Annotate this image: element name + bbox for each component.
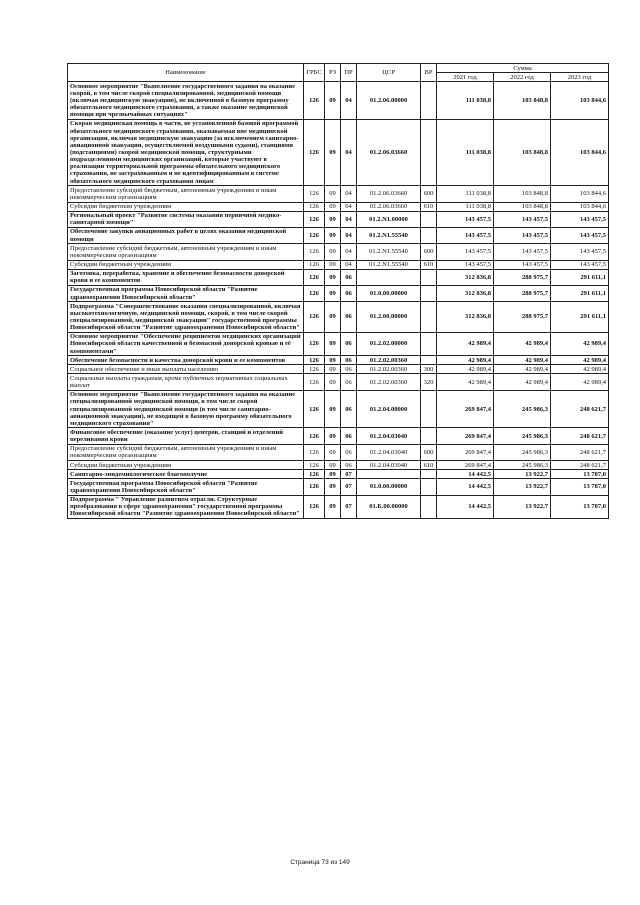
- row-value-2021: 42 989,4: [437, 332, 494, 355]
- page-footer: Страница 73 из 149: [290, 859, 350, 866]
- row-grbs: 126: [304, 356, 325, 365]
- row-vr: [421, 470, 437, 479]
- header-rz: РЗ: [325, 64, 341, 82]
- row-rz: 09: [325, 227, 341, 243]
- row-grbs: 126: [304, 82, 325, 120]
- row-value-2021: 111 038,8: [437, 202, 494, 211]
- row-value-2023: 103 844,6: [551, 202, 609, 211]
- row-value-2022: 13 922,7: [494, 479, 551, 495]
- row-pr: 04: [341, 260, 357, 269]
- row-name: Государственная программа Новосибирской области "Развитие здравоохранения Новосибирской области": [68, 479, 304, 495]
- row-grbs: 126: [304, 374, 325, 390]
- row-csr: 01.2.04.03040: [357, 461, 421, 470]
- row-vr: 600: [421, 244, 437, 260]
- row-value-2022: 245 986,3: [494, 444, 551, 460]
- row-rz: 09: [325, 470, 341, 479]
- row-value-2023: 248 621,7: [551, 428, 609, 444]
- row-value-2022: 42 989,4: [494, 356, 551, 365]
- row-value-2023: 291 611,1: [551, 269, 609, 285]
- row-value-2022: 13 922,7: [494, 470, 551, 479]
- row-name: Основное мероприятие "Выполнение государственного задания на оказание специализированной медицинской помощи, в том числе скорой специализированной медицинской помощи (в том числе санитарно-авиационной эвакуации), не входящей в базовую программу обязательного медицинского страхования": [68, 390, 304, 428]
- row-name: Региональный проект "Развитие системы оказания первичной медико-санитарной помощи": [68, 211, 304, 227]
- header-name: Наименование: [68, 64, 304, 82]
- table-row: [68, 356, 609, 365]
- table-row: [68, 390, 609, 428]
- row-grbs: 126: [304, 269, 325, 285]
- row-value-2022: 288 975,7: [494, 302, 551, 333]
- header-csr: ЦСР: [357, 64, 421, 82]
- row-value-2022: 103 848,8: [494, 202, 551, 211]
- row-pr: 06: [341, 390, 357, 428]
- row-name: Подпрограмма "Совершенствование оказания специализированной, включая высокотехнологичную, медицинской помощи, скорой, в том числе скорой специализированной, медицинской эвакуации" государственной программы Новосибирской области "Развитие здравоохранения Новосибирской области": [68, 302, 304, 333]
- table-row: [68, 211, 609, 227]
- row-value-2022: 245 986,3: [494, 428, 551, 444]
- row-grbs: 126: [304, 332, 325, 355]
- row-csr: 01.0.00.00000: [357, 479, 421, 495]
- row-vr: [421, 428, 437, 444]
- row-pr: 06: [341, 269, 357, 285]
- row-value-2023: 42 989,4: [551, 365, 609, 374]
- row-rz: 09: [325, 211, 341, 227]
- row-pr: 04: [341, 82, 357, 120]
- row-value-2021: 14 442,5: [437, 479, 494, 495]
- row-value-2023: 248 621,7: [551, 461, 609, 470]
- table-row: [68, 374, 609, 390]
- row-name: Субсидии бюджетным учреждениям: [68, 260, 304, 269]
- row-grbs: 126: [304, 495, 325, 518]
- table-row: [68, 302, 609, 333]
- row-csr: 01.2.06.03660: [357, 186, 421, 202]
- row-name: Санитарно-эпидемиологическое благополучие: [68, 470, 304, 479]
- header-grbs: ГРБС: [304, 64, 325, 82]
- row-value-2023: 143 457,5: [551, 211, 609, 227]
- row-vr: 600: [421, 186, 437, 202]
- row-vr: 610: [421, 461, 437, 470]
- row-name: Социальное обеспечение и иные выплаты населению: [68, 365, 304, 374]
- row-grbs: 126: [304, 260, 325, 269]
- row-rz: 09: [325, 461, 341, 470]
- row-value-2021: 143 457,5: [437, 211, 494, 227]
- table-row: [68, 428, 609, 444]
- row-csr: 01.2.02.00360: [357, 374, 421, 390]
- row-value-2021: 312 836,8: [437, 302, 494, 333]
- row-pr: 04: [341, 211, 357, 227]
- row-value-2023: 103 844,6: [551, 119, 609, 185]
- row-value-2021: 312 836,8: [437, 285, 494, 301]
- row-value-2022: 42 989,4: [494, 365, 551, 374]
- row-grbs: 126: [304, 227, 325, 243]
- row-rz: 09: [325, 260, 341, 269]
- row-value-2022: 42 989,4: [494, 332, 551, 355]
- row-value-2023: 143 457,5: [551, 260, 609, 269]
- row-value-2021: 111 038,8: [437, 186, 494, 202]
- row-value-2021: 111 038,8: [437, 119, 494, 185]
- row-pr: 06: [341, 444, 357, 460]
- row-pr: 04: [341, 186, 357, 202]
- row-value-2022: 103 848,8: [494, 82, 551, 120]
- header-vr: ВР: [421, 64, 437, 82]
- row-vr: [421, 82, 437, 120]
- header-sum: Сумма: [437, 64, 609, 73]
- row-vr: [421, 227, 437, 243]
- row-vr: 610: [421, 202, 437, 211]
- row-vr: [421, 356, 437, 365]
- row-value-2023: 42 989,4: [551, 332, 609, 355]
- row-name: Субсидии бюджетным учреждениям: [68, 461, 304, 470]
- row-value-2023: 13 787,0: [551, 470, 609, 479]
- row-csr: 01.2.06.00000: [357, 82, 421, 120]
- row-vr: [421, 211, 437, 227]
- budget-table: [67, 63, 609, 519]
- table-row: [68, 332, 609, 355]
- row-value-2021: 269 847,4: [437, 390, 494, 428]
- row-grbs: 126: [304, 390, 325, 428]
- table-row: [68, 244, 609, 260]
- budget-document: [67, 63, 608, 519]
- row-value-2023: 103 844,6: [551, 186, 609, 202]
- row-vr: [421, 285, 437, 301]
- row-name: Основное мероприятие "Выполнение государственного задания на оказание скорой, в том числе скорой специализированной, медицинской помощи (включая медицинскую эвакуацию), не включенной в базовую программу обязательного медицинского страхования, а также оказание медицинской помощи при чрезвычайных ситуациях": [68, 82, 304, 120]
- row-pr: 06: [341, 374, 357, 390]
- row-vr: 300: [421, 365, 437, 374]
- row-value-2023: 291 611,1: [551, 302, 609, 333]
- row-value-2022: 245 986,3: [494, 390, 551, 428]
- row-pr: 04: [341, 119, 357, 185]
- row-csr: 01.2.N1.00000: [357, 211, 421, 227]
- row-grbs: 126: [304, 470, 325, 479]
- row-value-2023: 13 787,0: [551, 495, 609, 518]
- table-row: [68, 444, 609, 460]
- row-name: Государственная программа Новосибирской области "Развитие здравоохранения Новосибирской области": [68, 285, 304, 301]
- row-value-2021: 14 442,5: [437, 495, 494, 518]
- row-pr: 06: [341, 302, 357, 333]
- table-row: [68, 260, 609, 269]
- row-name: Основное мероприятие "Обеспечение реципиентов медицинских организаций Новосибирской области качественной и безопасной донорской кровью и её компонентами": [68, 332, 304, 355]
- row-name: Социальные выплаты гражданам, кроме публичных нормативных социальных выплат: [68, 374, 304, 390]
- table-row: [68, 365, 609, 374]
- row-pr: 04: [341, 202, 357, 211]
- row-grbs: 126: [304, 428, 325, 444]
- row-value-2022: 42 989,4: [494, 374, 551, 390]
- row-value-2021: 269 847,4: [437, 428, 494, 444]
- row-grbs: 126: [304, 119, 325, 185]
- row-csr: 01.2.04.00000: [357, 390, 421, 428]
- row-value-2023: 291 611,1: [551, 285, 609, 301]
- table-body: [68, 82, 609, 519]
- table-row: [68, 82, 609, 120]
- row-pr: 06: [341, 428, 357, 444]
- row-vr: 610: [421, 260, 437, 269]
- row-rz: 09: [325, 444, 341, 460]
- table-row: [68, 479, 609, 495]
- row-grbs: 126: [304, 461, 325, 470]
- row-csr: [357, 269, 421, 285]
- row-name: Заготовка, переработка, хранение и обеспечение безопасности донорской крови и ее компонентов: [68, 269, 304, 285]
- row-grbs: 126: [304, 244, 325, 260]
- row-value-2023: 143 457,5: [551, 244, 609, 260]
- row-csr: 01.2.N1.55540: [357, 260, 421, 269]
- row-value-2021: 42 989,4: [437, 356, 494, 365]
- table-row: [68, 461, 609, 470]
- header-2023: 2023 год: [551, 73, 609, 82]
- table-row: [68, 186, 609, 202]
- row-rz: 09: [325, 479, 341, 495]
- row-vr: [421, 269, 437, 285]
- row-pr: 07: [341, 495, 357, 518]
- row-grbs: 126: [304, 285, 325, 301]
- table-row: [68, 269, 609, 285]
- row-csr: 01.Б.00.00000: [357, 495, 421, 518]
- row-value-2023: 13 787,0: [551, 479, 609, 495]
- row-value-2021: 312 836,8: [437, 269, 494, 285]
- table-row: [68, 285, 609, 301]
- row-csr: 01.2.06.03660: [357, 202, 421, 211]
- row-value-2022: 288 975,7: [494, 269, 551, 285]
- row-value-2021: 269 847,4: [437, 461, 494, 470]
- row-rz: 09: [325, 202, 341, 211]
- row-csr: 01.2.02.00360: [357, 365, 421, 374]
- row-rz: 09: [325, 82, 341, 120]
- row-csr: 01.2.06.03660: [357, 119, 421, 185]
- row-value-2021: 42 989,4: [437, 365, 494, 374]
- row-grbs: 126: [304, 365, 325, 374]
- row-grbs: 126: [304, 186, 325, 202]
- row-value-2022: 143 457,5: [494, 244, 551, 260]
- row-vr: [421, 495, 437, 518]
- row-pr: 04: [341, 244, 357, 260]
- table-row: [68, 495, 609, 518]
- row-rz: 09: [325, 244, 341, 260]
- row-pr: 06: [341, 461, 357, 470]
- row-value-2022: 103 848,8: [494, 186, 551, 202]
- row-pr: 04: [341, 227, 357, 243]
- row-value-2023: 248 621,7: [551, 390, 609, 428]
- row-name: Скорая медицинская помощь в части, не установленной базовой программой обязательного медицинского страхования, оказываемая вне медицинской организации, включая медицинскую эвакуацию (за исключением санитарно-авиационной эвакуации, осуществляемой воздушными судами), станциями (подстанциями) скорой медицинской помощи, структурными подразделениями медицинских организаций, которые участвуют в реализации территориальной программы обязательного медицинского страхования, не застрахованным и не идентифицированным в системе обязательного медицинского страхования лицам: [68, 119, 304, 185]
- row-pr: 07: [341, 479, 357, 495]
- row-value-2023: 248 621,7: [551, 444, 609, 460]
- table-row: [68, 470, 609, 479]
- row-value-2023: 103 844,6: [551, 82, 609, 120]
- row-name: Обеспечение закупки авиационных работ в целях оказания медицинской помощи: [68, 227, 304, 243]
- row-name: Предоставление субсидий бюджетным, автономным учреждениям и иным некоммерческим организациям: [68, 444, 304, 460]
- row-value-2022: 103 848,8: [494, 119, 551, 185]
- row-rz: 09: [325, 302, 341, 333]
- row-vr: [421, 390, 437, 428]
- row-pr: 06: [341, 332, 357, 355]
- row-rz: 09: [325, 119, 341, 185]
- row-value-2023: 42 989,4: [551, 356, 609, 365]
- header-pr: ПР: [341, 64, 357, 82]
- row-csr: 01.0.00.00000: [357, 285, 421, 301]
- row-value-2022: 143 457,5: [494, 211, 551, 227]
- row-vr: [421, 302, 437, 333]
- header-row-1: [68, 64, 609, 73]
- row-pr: 06: [341, 356, 357, 365]
- row-rz: 09: [325, 495, 341, 518]
- row-csr: 01.2.04.03040: [357, 444, 421, 460]
- row-value-2023: 42 989,4: [551, 374, 609, 390]
- row-value-2023: 143 457,5: [551, 227, 609, 243]
- row-value-2021: 42 989,4: [437, 374, 494, 390]
- row-rz: 09: [325, 332, 341, 355]
- row-name: Подпрограмма " Управление развитием отрасли. Структурные преобразования в сфере здравоохранения" государственной программы Новосибирской области "Развитие здравоохранения Новосибирской области": [68, 495, 304, 518]
- row-value-2021: 143 457,5: [437, 244, 494, 260]
- row-vr: 600: [421, 444, 437, 460]
- row-value-2021: 14 442,5: [437, 470, 494, 479]
- row-csr: 01.2.04.03040: [357, 428, 421, 444]
- row-vr: 320: [421, 374, 437, 390]
- row-csr: 01.2.02.00000: [357, 332, 421, 355]
- row-value-2022: 288 975,7: [494, 285, 551, 301]
- table-row: [68, 119, 609, 185]
- row-grbs: 126: [304, 479, 325, 495]
- row-value-2021: 269 847,4: [437, 444, 494, 460]
- row-pr: 07: [341, 470, 357, 479]
- row-csr: [357, 470, 421, 479]
- row-name: Обеспечение безопасности и качества донорской крови и ее компонентов: [68, 356, 304, 365]
- row-value-2021: 111 038,8: [437, 82, 494, 120]
- row-pr: 06: [341, 365, 357, 374]
- row-vr: [421, 332, 437, 355]
- row-value-2021: 143 457,5: [437, 227, 494, 243]
- header-2021: 2021 год: [437, 73, 494, 82]
- row-rz: 09: [325, 428, 341, 444]
- row-rz: 09: [325, 356, 341, 365]
- row-rz: 09: [325, 390, 341, 428]
- row-vr: [421, 119, 437, 185]
- row-name: Предоставление субсидий бюджетным, автономным учреждениям и иным некоммерческим организациям: [68, 186, 304, 202]
- row-rz: 09: [325, 285, 341, 301]
- row-rz: 09: [325, 186, 341, 202]
- row-name: Предоставление субсидий бюджетным, автономным учреждениям и иным некоммерческим организациям: [68, 244, 304, 260]
- row-csr: 01.2.N1.55540: [357, 244, 421, 260]
- row-rz: 09: [325, 269, 341, 285]
- row-pr: 06: [341, 285, 357, 301]
- row-name: Финансовое обеспечение (оказание услуг) центров, станций и отделений переливания крови: [68, 428, 304, 444]
- row-value-2022: 13 922,7: [494, 495, 551, 518]
- header-2022: 2022 год: [494, 73, 551, 82]
- row-grbs: 126: [304, 202, 325, 211]
- row-grbs: 126: [304, 211, 325, 227]
- row-vr: [421, 479, 437, 495]
- row-csr: 01.2.N1.55540: [357, 227, 421, 243]
- row-rz: 09: [325, 374, 341, 390]
- row-grbs: 126: [304, 302, 325, 333]
- row-rz: 09: [325, 365, 341, 374]
- row-csr: 01.2.02.00360: [357, 356, 421, 365]
- row-grbs: 126: [304, 444, 325, 460]
- row-value-2021: 143 457,5: [437, 260, 494, 269]
- row-name: Субсидии бюджетным учреждениям: [68, 202, 304, 211]
- row-value-2022: 143 457,5: [494, 227, 551, 243]
- row-value-2022: 143 457,5: [494, 260, 551, 269]
- table-row: [68, 227, 609, 243]
- row-csr: 01.2.00.00000: [357, 302, 421, 333]
- row-value-2022: 245 986,3: [494, 461, 551, 470]
- table-row: [68, 202, 609, 211]
